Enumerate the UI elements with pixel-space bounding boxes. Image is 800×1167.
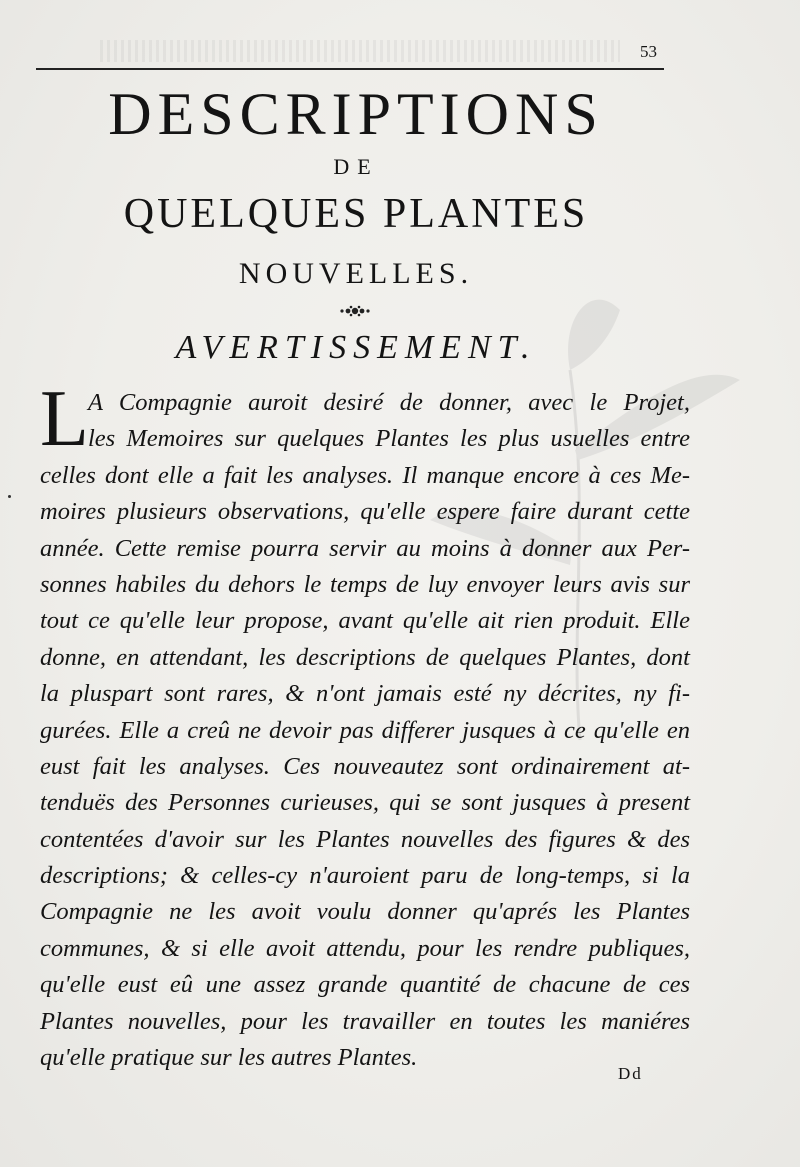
body-line: les Memoires sur quelques Plantes les plus usuelles entre [88, 425, 690, 453]
bleed-through-header [100, 40, 620, 62]
signature-mark: Dd [618, 1064, 643, 1083]
page-number: 53 [640, 42, 657, 61]
body-line: Plantes nouvelles, pour les travailler en toutes les maniéres [40, 1007, 690, 1035]
body-line: la pluspart sont rares, & n'ont jamais esté ny décrites, ny fi- [40, 680, 690, 708]
body-line: communes, & si elle avoit attendu, pour les rendre publiques, [40, 934, 690, 962]
drop-cap: L [40, 375, 89, 463]
body-line: sonnes habiles du dehors le temps de luy envoyer leurs avis sur [40, 570, 690, 598]
body-line: donne, en attendant, les descriptions de quelques Plantes, dont [40, 643, 690, 671]
body-line: qu'elle pratique sur les autres Plantes. [40, 1044, 418, 1072]
title-quelques-plantes: QUELQUES PLANTES [123, 191, 589, 237]
body-line: descriptions; & celles-cy n'auroient paru de long-temps, si la [40, 862, 690, 890]
body-line: moires plusieurs observations, qu'elle espere faire durant cette [40, 498, 690, 526]
body-line: Compagnie ne les avoit voulu donner qu'aprés les Plantes [40, 898, 690, 926]
margin-speck [8, 495, 11, 498]
body-paragraph [40, 375, 690, 1076]
title-nouvelles: NOUVELLES. [238, 257, 474, 290]
body-line: celles dont elle a fait les analyses. Il manque encore à ces Me- [40, 461, 690, 489]
body-line: contentées d'avoir sur les Plantes nouvelles des figures & des [40, 825, 690, 853]
title-main: DESCRIPTIONS [108, 81, 604, 147]
header-rule [36, 68, 664, 70]
title-de: DE [333, 154, 379, 179]
body-line: tout ce qu'elle leur propose, avant qu'elle ait rien produit. Elle [40, 607, 690, 635]
section-heading-avertissement: AVERTISSEMENT. [175, 329, 537, 366]
body-line: eust fait les analyses. Ces nouveautez sont ordinairement at- [40, 752, 690, 780]
body-line: qu'elle eust eû une assez grande quantité de chacune de ces [40, 971, 690, 999]
body-line: gurées. Elle a creû ne devoir pas differer jusques à ce qu'elle en [40, 716, 690, 744]
fleuron-ornament-icon [320, 303, 390, 319]
body-line: année. Cette remise pourra servir au moins à donner aux Per- [40, 534, 690, 562]
body-line: tenduës des Personnes curieuses, qui se sont jusques à present [40, 789, 690, 817]
body-line: A Compagnie auroit desiré de donner, avec le Projet, [88, 389, 690, 416]
